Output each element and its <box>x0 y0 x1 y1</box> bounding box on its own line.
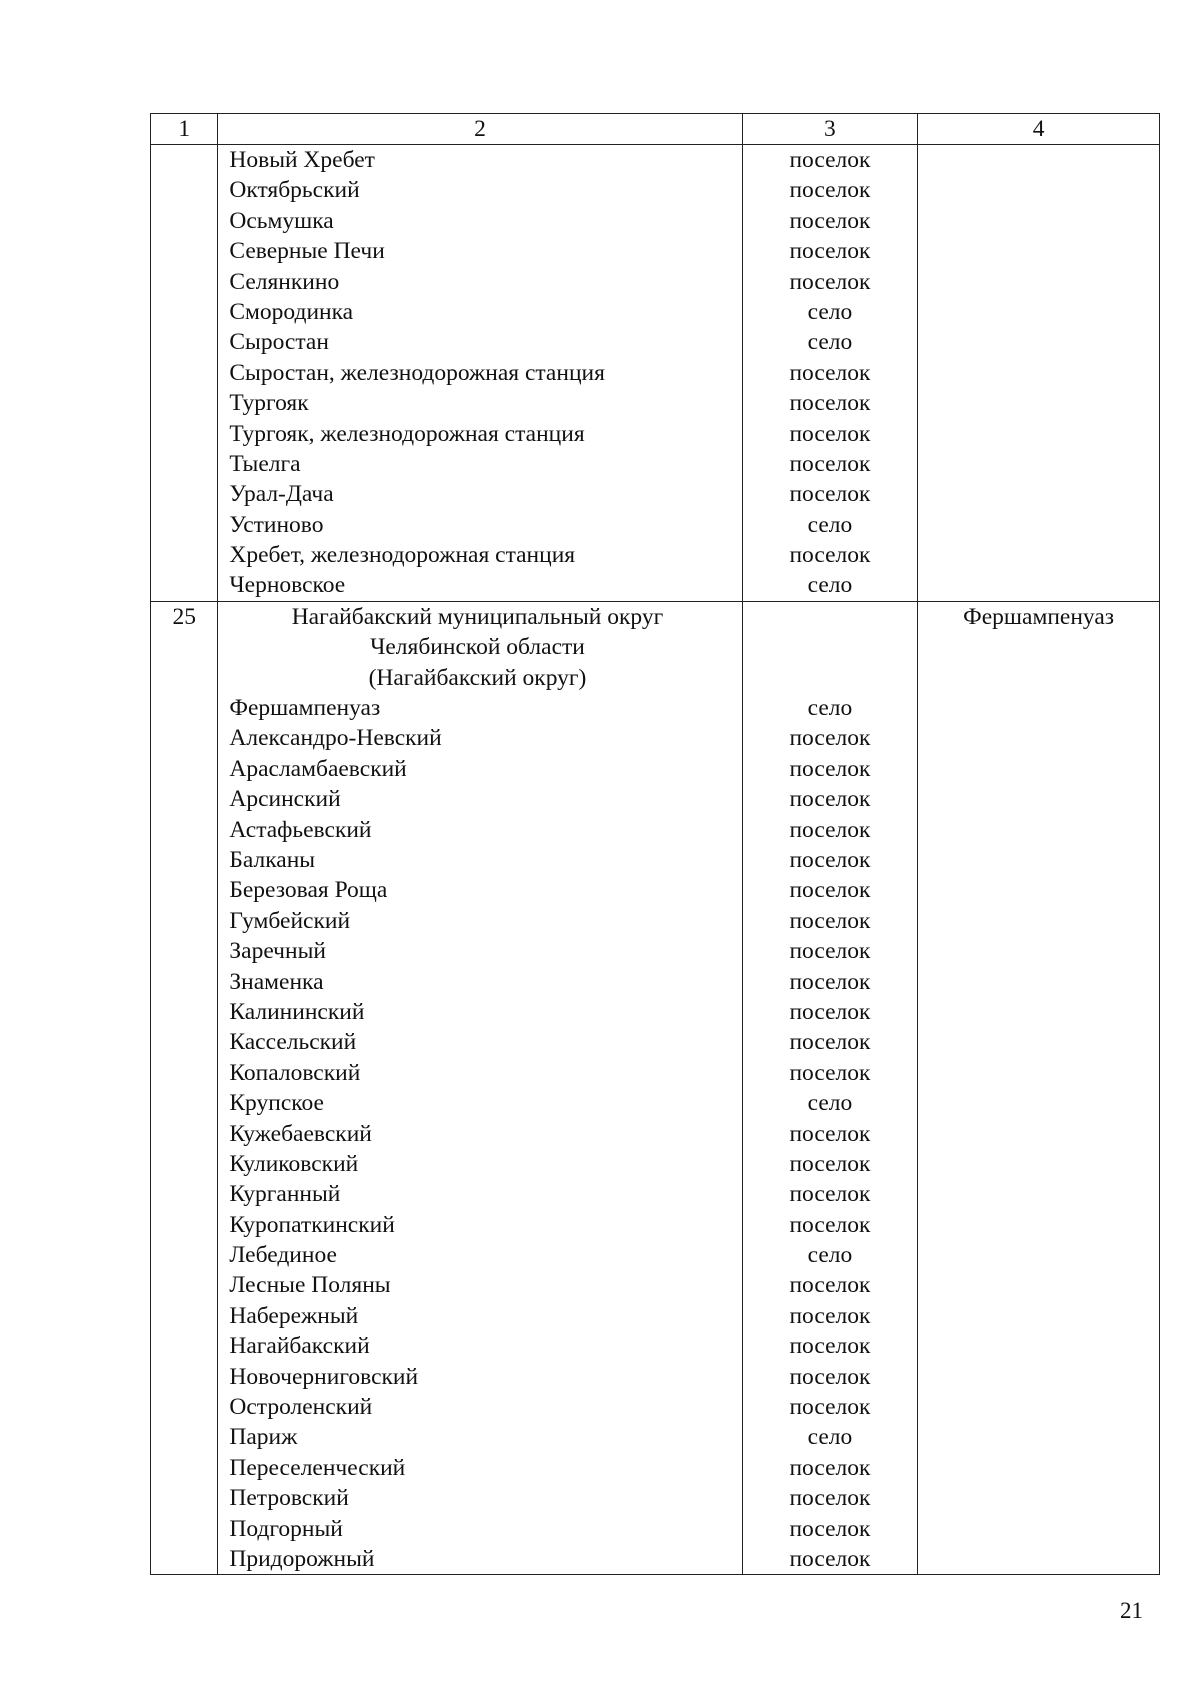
settlement-type: село <box>807 1090 853 1117</box>
row-number-cell <box>151 145 218 602</box>
settlement-name: Северные Печи <box>229 238 385 265</box>
settlement-type: село <box>807 695 853 722</box>
header-col-2: 2 <box>218 114 742 145</box>
blank-line <box>743 632 918 662</box>
settlement-name: Придорожный <box>229 1545 375 1572</box>
blank-line <box>743 602 918 632</box>
settlement-name: Урал-Дача <box>229 481 334 508</box>
settlement-type: поселок <box>789 1545 871 1572</box>
settlement-type: поселок <box>789 1515 871 1542</box>
settlement-type: поселок <box>789 1302 871 1329</box>
settlement-type: поселок <box>789 786 871 813</box>
header-col-1: 1 <box>151 114 218 145</box>
settlement-name: Крупское <box>229 1090 324 1117</box>
settlement-name: Арсинский <box>229 786 341 813</box>
page-number: 21 <box>1120 1598 1143 1623</box>
table-row-continuation <box>151 145 1160 602</box>
settlement-type: поселок <box>789 542 871 569</box>
settlement-type: поселок <box>789 1485 871 1512</box>
settlement-name: Кужебаевский <box>229 1120 372 1147</box>
settlement-name: Тургояк <box>229 390 309 417</box>
settlement-type: поселок <box>789 1394 871 1421</box>
settlement-name: Переселенческий <box>229 1454 406 1481</box>
settlement-name: Березовая Роща <box>229 877 388 904</box>
settlement-name: Селянкино <box>229 268 340 295</box>
settlement-name: Фершампенуаз <box>229 695 381 722</box>
header-col-4: 4 <box>918 114 1160 145</box>
settlement-type: поселок <box>789 420 871 447</box>
settlement-type: поселок <box>789 177 871 204</box>
settlement-name: Куликовский <box>229 1150 359 1177</box>
settlement-type: поселок <box>789 1029 871 1056</box>
settlement-type: село <box>807 572 853 599</box>
settlement-type: поселок <box>789 877 871 904</box>
settlement-type: поселок <box>789 816 871 843</box>
table-row-district-25 <box>151 601 1160 1575</box>
district-title-line: (Нагайбакский округ) <box>368 664 587 691</box>
settlement-type: поселок <box>789 1333 871 1360</box>
settlement-type: поселок <box>789 1059 871 1086</box>
settlement-name: Сыростан, железнодорожная станция <box>229 359 605 386</box>
settlement-type: поселок <box>789 725 871 752</box>
settlement-type: поселок <box>789 1272 871 1299</box>
district-title-line: Челябинской области <box>370 634 585 661</box>
settlement-name: Сыростан <box>229 329 329 356</box>
settlement-name: Хребет, железнодорожная станция <box>229 542 576 569</box>
header-row <box>151 114 1160 145</box>
settlement-type: село <box>807 1242 853 1269</box>
settlement-name: Париж <box>229 1424 298 1451</box>
settlement-type: село <box>807 1424 853 1451</box>
row-number-cell: 25 <box>151 601 218 1575</box>
settlement-type: село <box>807 511 853 538</box>
settlement-name: Новочерниговский <box>229 1363 419 1390</box>
settlement-name: Александро-Невский <box>229 725 442 752</box>
settlement-name: Нагайбакский <box>229 1333 370 1360</box>
settlement-type: поселок <box>789 846 871 873</box>
blank-line <box>743 663 918 693</box>
settlement-name: Набережный <box>229 1302 359 1329</box>
settlement-types-cell <box>742 145 918 602</box>
settlement-type: поселок <box>789 481 871 508</box>
settlement-name: Тургояк, железнодорожная станция <box>229 420 585 447</box>
settlement-type: поселок <box>789 968 871 995</box>
settlement-name: Куропаткинский <box>229 1211 395 1238</box>
admin-center-cell <box>918 145 1160 602</box>
settlement-name: Остроленский <box>229 1394 373 1421</box>
settlement-names-cell <box>218 145 742 602</box>
settlement-name: Кассельский <box>229 1029 357 1056</box>
settlement-type: село <box>807 329 853 356</box>
settlement-name: Лебединое <box>229 1242 337 1269</box>
settlement-name: Петровский <box>229 1485 349 1512</box>
settlement-type: поселок <box>789 238 871 265</box>
settlement-name: Заречный <box>229 938 326 965</box>
admin-center-cell: Фершампенуаз <box>918 601 1160 1575</box>
settlement-name: Осьмушка <box>229 207 334 234</box>
settlement-type: поселок <box>789 907 871 934</box>
settlement-type: поселок <box>789 938 871 965</box>
settlement-type: поселок <box>789 450 871 477</box>
settlement-type: поселок <box>789 268 871 295</box>
settlement-type: поселок <box>789 755 871 782</box>
settlement-types-cell <box>742 601 918 1575</box>
settlement-type: поселок <box>789 207 871 234</box>
settlement-type: поселок <box>789 1211 871 1238</box>
settlement-name: Подгорный <box>229 1515 343 1542</box>
settlements-table <box>150 113 1160 1575</box>
settlement-name: Гумбейский <box>229 907 351 934</box>
settlement-name: Знаменка <box>229 968 324 995</box>
settlement-name: Курганный <box>229 1181 341 1208</box>
settlement-type: поселок <box>789 147 871 173</box>
settlement-type: поселок <box>789 1150 871 1177</box>
settlement-name: Новый Хребет <box>229 147 375 173</box>
settlement-type: поселок <box>789 1181 871 1208</box>
district-title-line: Нагайбакский муниципальный округ <box>291 603 664 630</box>
settlement-type: поселок <box>789 390 871 417</box>
settlement-name: Октябрьский <box>229 177 360 204</box>
settlement-type: поселок <box>789 359 871 386</box>
header-col-3: 3 <box>742 114 918 145</box>
settlement-name: Копаловский <box>229 1059 361 1086</box>
settlement-name: Арасламбаевский <box>229 755 407 782</box>
settlement-type: поселок <box>789 1120 871 1147</box>
settlement-name: Черновское <box>229 572 346 599</box>
settlement-names-cell <box>218 601 742 1575</box>
settlement-name: Лесные Поляны <box>229 1272 391 1299</box>
settlement-name: Балканы <box>229 846 316 873</box>
settlement-name: Тыелга <box>229 450 301 477</box>
settlement-type: поселок <box>789 1454 871 1481</box>
settlement-type: поселок <box>789 1363 871 1390</box>
settlement-type: поселок <box>789 998 871 1025</box>
settlement-name: Астафьевский <box>229 816 372 843</box>
settlement-type: село <box>807 298 853 325</box>
settlement-name: Смородинка <box>229 298 354 325</box>
settlement-name: Устиново <box>229 511 324 538</box>
settlement-name: Калининский <box>229 998 365 1025</box>
